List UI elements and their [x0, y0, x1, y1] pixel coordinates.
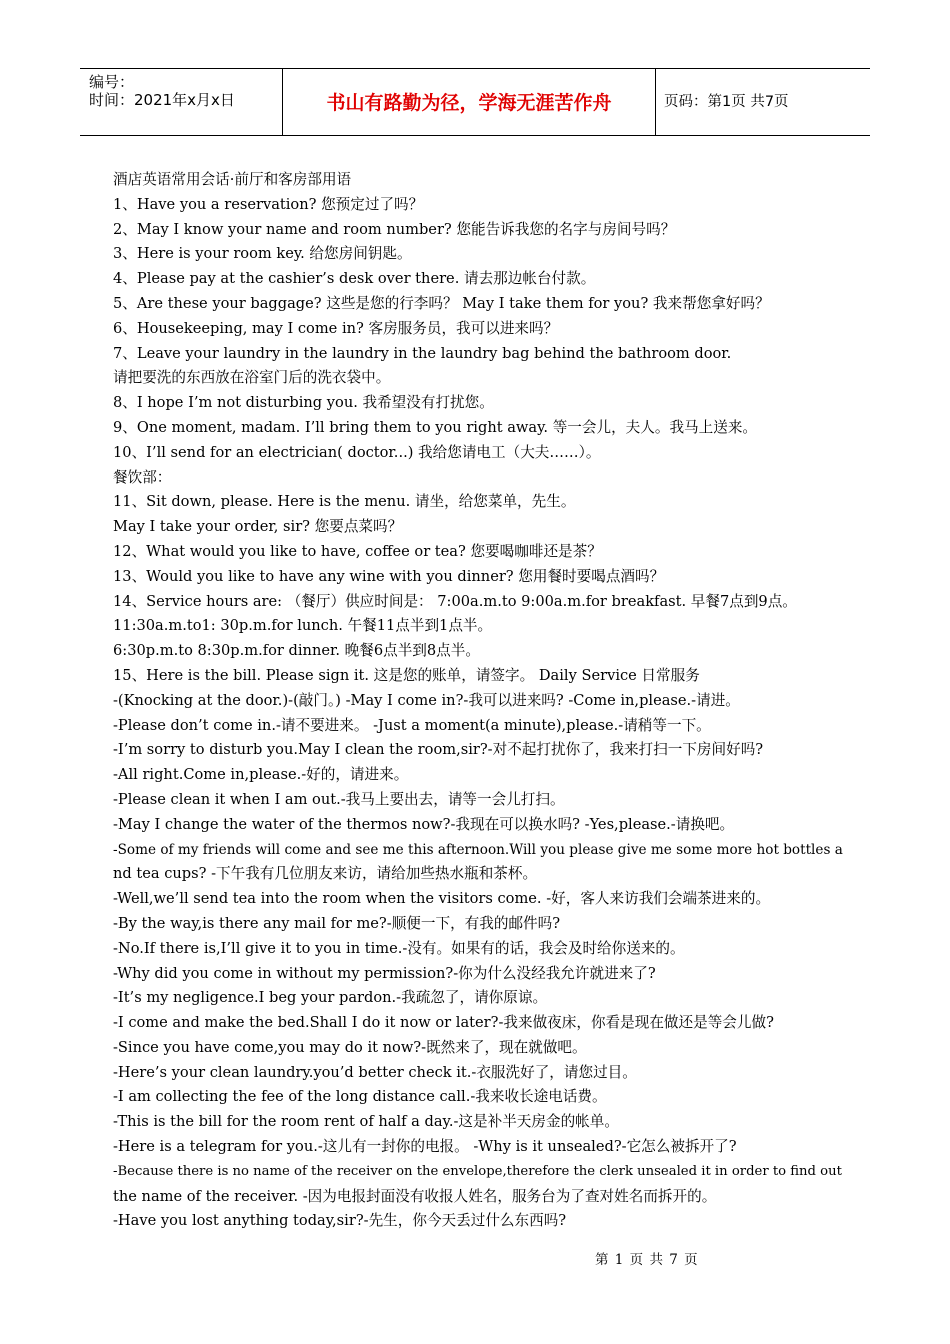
text-line: 12、What would you like to have, coffee or tea? 您要喝咖啡还是茶？ [113, 542, 602, 560]
text-line: -By the way,is there any mail for me?-顺便一下，有我的邮件吗? [113, 914, 561, 932]
text-line: -Well,we’ll send tea into the room when the visitors come. -好，客人来访我们会端茶进来的。 [113, 890, 771, 908]
text-line: -Why did you come in without my permission?-你为什么没经我允许就进来了? [113, 964, 656, 982]
document-date-label: 时间：2021年x月x日 [89, 91, 235, 109]
text-line: -(Knocking at the door.)-(敲门。) -May I come in?-我可以进来吗? -Come in,please.-请进。 [113, 691, 740, 709]
text-line: nd tea cups? -下午我有几位朋友来访，请给加些热水瓶和茶杯。 [113, 865, 538, 883]
text-line: -This is the bill for the room rent of half a day.-这是补半天房金的帐单。 [113, 1113, 619, 1131]
text-line: 6、Housekeeping, may I come in? 客房服务员，我可以进来吗？ [113, 319, 559, 337]
text-line: -Have you lost anything today,sir?-先生，你今天丢过什么东西吗? [113, 1212, 567, 1230]
text-line: -May I change the water of the thermos now?-我现在可以换水吗? -Yes,please.-请换吧。 [113, 815, 735, 833]
text-line: 15、Here is the bill. Please sign it. 这是您的账单，请签字。 Daily Service 日常服务 [113, 666, 700, 684]
text-line: -All right.Come in,please.-好的，请进来。 [113, 766, 409, 784]
text-line: -I’m sorry to disturb you.May I clean the room,sir?-对不起打扰你了，我来打扫一下房间好吗? [113, 741, 764, 759]
text-line: 7、Leave your laundry in the laundry in the laundry bag behind the bathroom door. [113, 344, 732, 362]
document-number-label: 编号： [89, 73, 135, 91]
text-line: 8、I hope I’m not disturbing you. 我希望没有打扰您。 [113, 394, 494, 412]
header-motto-cell [283, 69, 656, 135]
text-line: 2、May I know your name and room number? 您能告诉我您的名字与房间号吗？ [113, 220, 676, 238]
header-motto: 书山有路勤为径，学海无涯苦作舟 [326, 92, 612, 114]
text-line: -I am collecting the fee of the long distance call.-我来收长途电话费。 [113, 1088, 607, 1106]
text-line: 14、Service hours are: （餐厅）供应时间是： 7:00a.m.to 9:00a.m.for breakfast. 早餐7点到9点。 [113, 592, 797, 610]
text-line: 5、Are these your baggage? 这些是您的行李吗？ May I take them for you? 我来帮您拿好吗？ [113, 294, 770, 312]
text-line: 10、I’ll send for an electrician( doctor...) 我给您请电工（大夫……）。 [113, 443, 601, 461]
text-line: 1、Have you a reservation? 您预定过了吗？ [113, 195, 424, 213]
text-line: 13、Would you like to have any wine with you dinner? 您用餐时要喝点酒吗？ [113, 567, 665, 585]
text-line: 4、Please pay at the cashier’s desk over there. 请去那边帐台付款。 [113, 270, 596, 288]
document-body [113, 168, 843, 1234]
text-line: -Because there is no name of the receiver on the envelope,therefore the clerk unsealed it in order to find out [113, 1163, 842, 1179]
text-line: -I come and make the bed.Shall I do it now or later?-我来做夜床，你看是现在做还是等会儿做? [113, 1014, 774, 1032]
text-line: 酒店英语常用会话·前厅和客房部用语 [113, 171, 352, 188]
document-header [80, 68, 870, 136]
page-footer: 第 1 页 共 7 页 [595, 1252, 699, 1268]
text-line: -Here is a telegram for you.-这儿有一封你的电报。 -Why is it unsealed?-它怎么被拆开了? [113, 1138, 737, 1156]
text-line: 9、One moment, madam. I’ll bring them to you right away. 等一会儿，夫人。我马上送来。 [113, 418, 758, 436]
text-line: -Please clean it when I am out.-我马上要出去，请等一会儿打扫。 [113, 790, 565, 808]
text-line: 餐饮部： [113, 468, 172, 486]
text-line: 6:30p.m.to 8:30p.m.for dinner. 晚餐6点半到8点半。 [113, 642, 480, 660]
text-line: -Some of my friends will come and see me this afternoon.Will you please give me some more hot bottles a [113, 841, 843, 858]
text-line: the name of the receiver. -因为电报封面没有收报人姓名，服务台为了查对姓名而拆开的。 [113, 1187, 717, 1205]
text-line: 3、Here is your room key. 给您房间钥匙。 [113, 245, 412, 263]
text-line: 11:30a.m.to1: 30p.m.for lunch. 午餐11点半到1点半。 [113, 617, 493, 635]
text-line: -It’s my negligence.I beg your pardon.-我疏忽了，请你原谅。 [113, 989, 548, 1007]
text-line: May I take your order, sir? 您要点菜吗？ [113, 518, 403, 536]
text-line: -Please don’t come in.-请不要进来。 -Just a moment(a minute),please.-请稍等一下。 [113, 716, 711, 734]
text-line: -No.If there is,I’ll give it to you in time.-没有。如果有的话，我会及时给你送来的。 [113, 939, 685, 957]
text-line: 11、Sit down, please. Here is the menu. 请坐，给您菜单，先生。 [113, 493, 576, 511]
text-line: -Here’s your clean laundry.you’d better check it.-衣服洗好了，请您过目。 [113, 1063, 637, 1081]
text-line: 请把要洗的东西放在浴室门后的洗衣袋中。 [113, 369, 391, 387]
header-info-cell [80, 69, 283, 135]
header-page-cell [656, 69, 870, 135]
header-page-label: 页码：第1页 共7页 [664, 94, 789, 110]
text-line: -Since you have come,you may do it now?-既然来了，现在就做吧。 [113, 1038, 587, 1056]
